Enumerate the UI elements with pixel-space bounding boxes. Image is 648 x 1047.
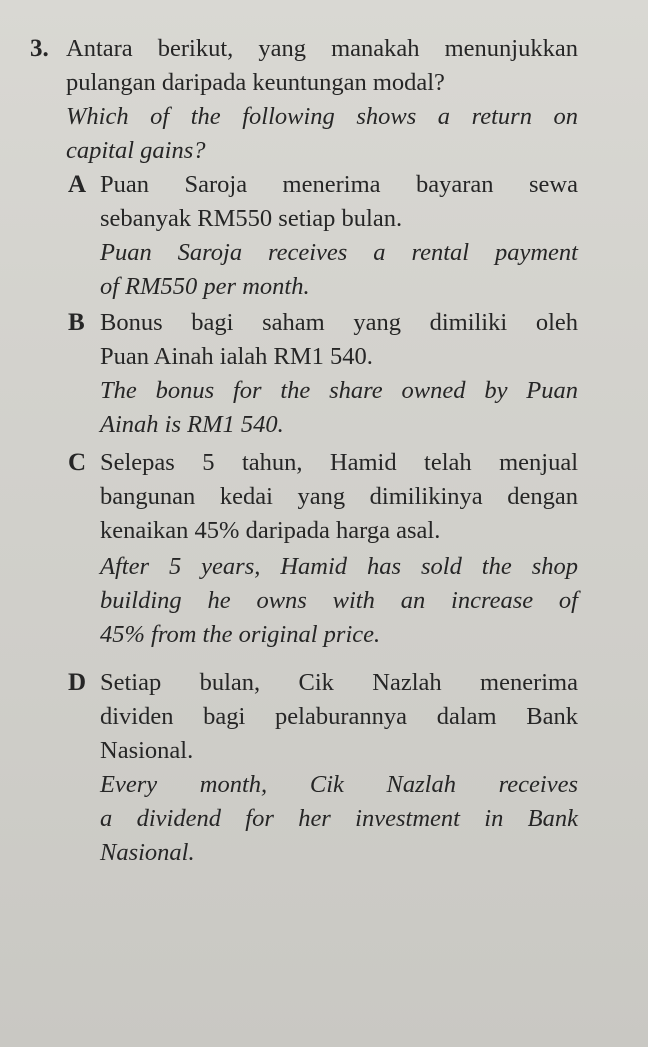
option-line: sebanyak RM550 setiap bulan.	[100, 205, 403, 232]
question-text-malay	[66, 32, 578, 100]
option-b-text-malay	[100, 306, 578, 374]
option-line: of RM550 per month.	[100, 273, 310, 300]
option-line: dividen bagi pelaburannya dalam Bank	[100, 703, 578, 730]
question-line: Antara berikut, yang manakah menunjukkan	[66, 35, 578, 62]
option-line: Puan Saroja receives a rental payment	[100, 239, 578, 266]
option-line: Nasional.	[100, 737, 194, 764]
option-line: bangunan kedai yang dimilikinya dengan	[100, 483, 578, 510]
option-b-letter: B	[68, 309, 85, 336]
option-line: building he owns with an increase of	[100, 587, 578, 614]
question-text-english	[66, 100, 578, 168]
option-line: Setiap bulan, Cik Nazlah menerima	[100, 669, 578, 696]
option-b-text-english	[100, 374, 578, 442]
option-line: Bonus bagi saham yang dimiliki oleh	[100, 309, 578, 336]
option-line: kenaikan 45% daripada harga asal.	[100, 517, 441, 544]
option-d-text-english	[100, 768, 578, 870]
option-line: Every month, Cik Nazlah receives	[100, 771, 578, 798]
option-c-letter: C	[68, 449, 87, 476]
question-line: pulangan daripada keuntungan modal?	[66, 69, 445, 96]
option-line: Puan Ainah ialah RM1 540.	[100, 343, 373, 370]
option-line: a dividend for her investment in Bank	[100, 805, 578, 832]
option-a-text-malay	[100, 168, 578, 236]
option-d-text-malay	[100, 666, 578, 768]
option-a-letter: A	[68, 171, 87, 198]
option-a-text-english	[100, 236, 578, 304]
option-line: The bonus for the share owned by Puan	[100, 377, 578, 404]
option-line: Ainah is RM1 540.	[100, 411, 284, 438]
option-d-letter: D	[68, 669, 87, 696]
question-number: 3.	[30, 35, 49, 62]
option-c-text-malay	[100, 446, 578, 548]
option-line: Puan Saroja menerima bayaran sewa	[100, 171, 578, 198]
question-line: Which of the following shows a return on	[66, 103, 578, 130]
option-line: 45% from the original price.	[100, 621, 381, 648]
option-line: Selepas 5 tahun, Hamid telah menjual	[100, 449, 578, 476]
option-line: After 5 years, Hamid has sold the shop	[100, 553, 578, 580]
option-line: Nasional.	[100, 839, 195, 866]
option-c-text-english	[100, 550, 578, 652]
question-line: capital gains?	[66, 137, 206, 164]
